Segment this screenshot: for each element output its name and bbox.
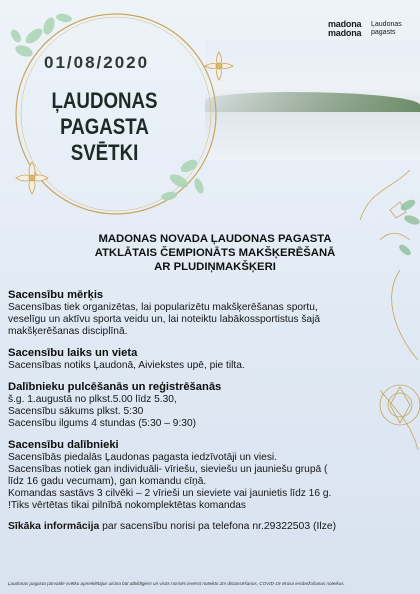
section-goal-line: veselīgu un aktīvu sporta veidu un, lai noteiktu labākossportistus šajā [8, 314, 321, 325]
lake-photo [205, 40, 420, 160]
section-registration-title: Dalībnieku pulcēšanās un reģistrēšanās [8, 381, 222, 393]
section-registration [8, 381, 413, 430]
section-registration-line: Sacensību ilgums 4 stundas (5:30 – 9:30) [8, 418, 197, 429]
section-participants-line: Sacensības notiek gan individuāli- vīriešu, sieviešu un jauniešu grupā ( [8, 464, 328, 475]
section-participants [8, 439, 413, 512]
more-info [8, 521, 413, 533]
section-participants-title: Sacensību dalībnieki [8, 439, 119, 451]
logo-laudonas: Ļaudonas [371, 21, 402, 28]
section-participants-line: !Tiks vērtētas tikai pilnībā nokomplektētas komandas [8, 500, 247, 511]
section-goal [8, 289, 413, 338]
footer-note: Ļaudonas pagasta pārvalde svētku apmeklētājus aicina būt atbildīgiem un visās norisēs ievērot noteikto 2m distancēšanos, COVID-19 vīrusa ierobežošanas noteikus. [8, 581, 345, 586]
heading-line-2: ATKLĀTAIS ČEMPIONĀTS MAKŠĶERĒŠANĀ [94, 247, 336, 259]
section-goal-title: Sacensību mērķis [8, 289, 104, 301]
section-participants-line: līdz 16 gadu vecumam), gan komandu cīņā. [8, 476, 207, 487]
championship-heading [60, 232, 370, 274]
section-registration-line: Sacensību sākums plkst. 5:30 [8, 406, 144, 417]
section-time-place-title: Sacensību laiks un vieta [8, 347, 138, 359]
section-participants-line: Komandas sastāvs 3 cilvēki – 2 vīrieši un sieviete vai jaunietis līdz 16 g. [8, 488, 332, 499]
section-goal-line: Sacensības tiek organizētas, lai popularizētu makšķerēšanas sportu, [8, 302, 318, 313]
logo-madona-top: madona [328, 19, 362, 29]
heading-line-1: MADONAS NOVADA ĻAUDONAS PAGASTA [98, 233, 332, 245]
logo-pagasts: pagasts [371, 29, 396, 36]
section-time-place [8, 347, 413, 372]
event-title-line-1: ĻAUDONAS [51, 88, 158, 113]
more-info-text: par sacensību norisi pa telefona nr.29322503 (Ilze) [99, 521, 337, 532]
heading-line-3: AR PLUDIŅMAKŠĶERI [154, 261, 276, 273]
event-date: 01/08/2020 [44, 53, 150, 72]
content-body [8, 289, 413, 533]
event-title-line-2: PAGASTA SVĒTKI [60, 114, 149, 165]
section-participants-line: Sacensībās piedalās Ļaudonas pagasta iedzīvotāji un viesi. [8, 452, 278, 463]
section-time-place-line: Sacensības notiks Ļaudonā, Aiviekstes upē, pie tilta. [8, 360, 245, 371]
madona-logo [328, 18, 418, 44]
logo-madona-bottom: madona [328, 28, 362, 38]
section-goal-line: makšķerēšanas disciplīnā. [8, 326, 128, 337]
section-registration-line: š.g. 1.augustā no plkst.5.00 līdz 5.30, [8, 394, 177, 405]
more-info-label: Sīkāka informācija [8, 521, 100, 532]
event-title [28, 88, 181, 166]
